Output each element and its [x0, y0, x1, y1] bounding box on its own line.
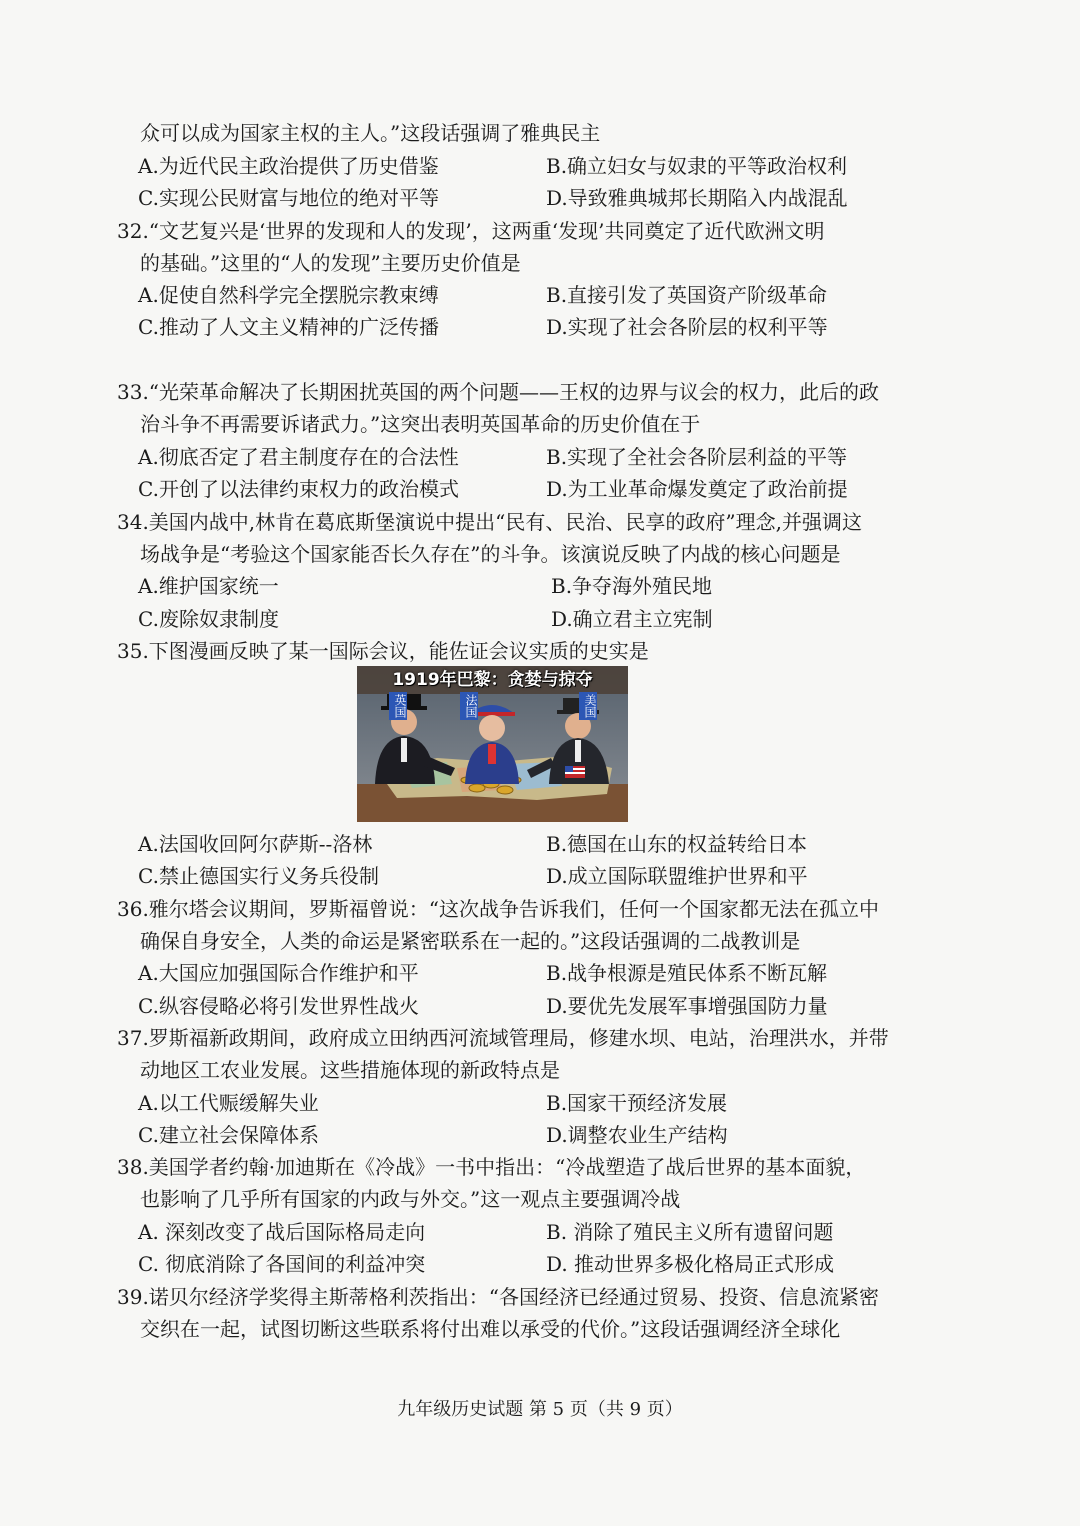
page-footer: 九年级历史试题 第 5 页（共 9 页） [397, 1399, 683, 1420]
q32-option-a: A.促使自然科学完全摆脱宗教束缚 [138, 283, 439, 307]
q37-option-b: B.国家干预经济发展 [546, 1091, 728, 1115]
q37-option-c: C.建立社会保障体系 [138, 1123, 319, 1147]
q35-stem: 35.下图漫画反映了某一国际会议，能佐证会议实质的史实是 [117, 639, 649, 663]
q36-option-a: A.大国应加强国际合作维护和平 [138, 961, 419, 985]
q38-stem-line-1: 38.美国学者约翰·加迪斯在《冷战》一书中指出：“冷战塑造了战后世界的基本面貌， [117, 1155, 866, 1179]
cartoon-label-france: 法国 [460, 692, 478, 720]
q34-option-c: C.废除奴隶制度 [138, 607, 279, 631]
q34-option-b: B.争夺海外殖民地 [551, 574, 713, 598]
q37-stem-line-2: 动地区工农业发展。这些措施体现的新政特点是 [140, 1058, 560, 1082]
q39-stem-line-1: 39.诺贝尔经济学奖得主斯蒂格利茨指出：“各国经济已经通过贸易、投资、信息流紧密 [117, 1285, 880, 1309]
q33-option-b: B.实现了全社会各阶层利益的平等 [546, 445, 848, 469]
q34-option-d: D.确立君主立宪制 [551, 607, 713, 631]
q35-option-d: D.成立国际联盟维护世界和平 [546, 864, 808, 888]
q32-option-d: D.实现了社会各阶层的权利平等 [546, 315, 828, 339]
q33-option-c: C.开创了以法律约束权力的政治模式 [138, 477, 459, 501]
question-31-stem-end: 众可以成为国家主权的主人。”这段话强调了雅典民主 [140, 121, 601, 145]
q34-stem-line-1: 34.美国内战中,林肯在葛底斯堡演说中提出“民有、民治、民享的政府”理念,并强调这 [117, 510, 862, 534]
q38-stem-line-2: 也影响了几乎所有国家的内政与外交。”这一观点主要强调冷战 [140, 1187, 681, 1211]
q36-option-c: C.纵容侵略必将引发世界性战火 [138, 994, 419, 1018]
q33-stem-line-1: 33.“光荣革命解决了长期困扰英国的两个问题——王权的边界与议会的权力，此后的政 [117, 380, 880, 404]
q37-option-d: D.调整农业生产结构 [546, 1123, 728, 1147]
q35-option-c: C.禁止德国实行义务兵役制 [138, 864, 379, 888]
q38-option-d: D. 推动世界多极化格局正式形成 [546, 1252, 835, 1276]
q35-option-b: B.德国在山东的权益转给日本 [546, 832, 808, 856]
q32-stem-line-2: 的基础。”这里的“人的发现”主要历史价值是 [140, 251, 521, 275]
q33-option-d: D.为工业革命爆发奠定了政治前提 [546, 477, 848, 501]
q34-stem-line-2: 场战争是“考验这个国家能否长久存在”的斗争。该演说反映了内战的核心问题是 [140, 542, 841, 566]
q38-option-c: C. 彻底消除了各国间的利益冲突 [138, 1252, 426, 1276]
q33-option-a: A.彻底否定了君主制度存在的合法性 [138, 445, 459, 469]
q31-option-a: A.为近代民主政治提供了历史借鉴 [138, 154, 439, 178]
q39-stem-line-2: 交织在一起，试图切断这些联系将付出难以承受的代价。”这段话强调经济全球化 [140, 1317, 841, 1341]
q34-option-a: A.维护国家统一 [138, 574, 279, 598]
cartoon-title: 1919年巴黎：贪婪与掠夺 [392, 670, 593, 690]
q31-option-c: C.实现公民财富与地位的绝对平等 [138, 186, 439, 210]
q37-stem-line-1: 37.罗斯福新政期间，政府成立田纳西河流域管理局，修建水坝、电站，治理洪水，并带 [117, 1026, 889, 1050]
cartoon-label-us: 美国 [579, 692, 597, 720]
q32-option-b: B.直接引发了英国资产阶级革命 [546, 283, 828, 307]
q31-option-d: D.导致雅典城邦长期陷入内战混乱 [546, 186, 848, 210]
q32-option-c: C.推动了人文主义精神的广泛传播 [138, 315, 439, 339]
q36-stem-line-2: 确保自身安全，人类的命运是紧密联系在一起的。”这段话强调的二战教训是 [140, 929, 801, 953]
q38-option-a: A. 深刻改变了战后国际格局走向 [138, 1220, 426, 1244]
cartoon-label-uk: 英国 [389, 692, 407, 720]
q36-option-b: B.战争根源是殖民体系不断瓦解 [546, 961, 828, 985]
q35-option-a: A.法国收回阿尔萨斯--洛林 [138, 832, 373, 856]
q36-stem-line-1: 36.雅尔塔会议期间，罗斯福曾说：“这次战争告诉我们，任何一个国家都无法在孤立中 [117, 897, 880, 921]
q31-option-b: B.确立妇女与奴隶的平等政治权利 [546, 154, 848, 178]
q33-stem-line-2: 治斗争不再需要诉诸武力。”这突出表明英国革命的历史价值在于 [140, 412, 701, 436]
q32-stem-line-1: 32.“文艺复兴是‘世界的发现和人的发现’，这两重‘发现’共同奠定了近代欧洲文明 [117, 219, 825, 243]
paris-1919-cartoon [357, 666, 628, 822]
q36-option-d: D.要优先发展军事增强国防力量 [546, 994, 828, 1018]
q37-option-a: A.以工代赈缓解失业 [138, 1091, 319, 1115]
q38-option-b: B. 消除了殖民主义所有遗留问题 [546, 1220, 834, 1244]
